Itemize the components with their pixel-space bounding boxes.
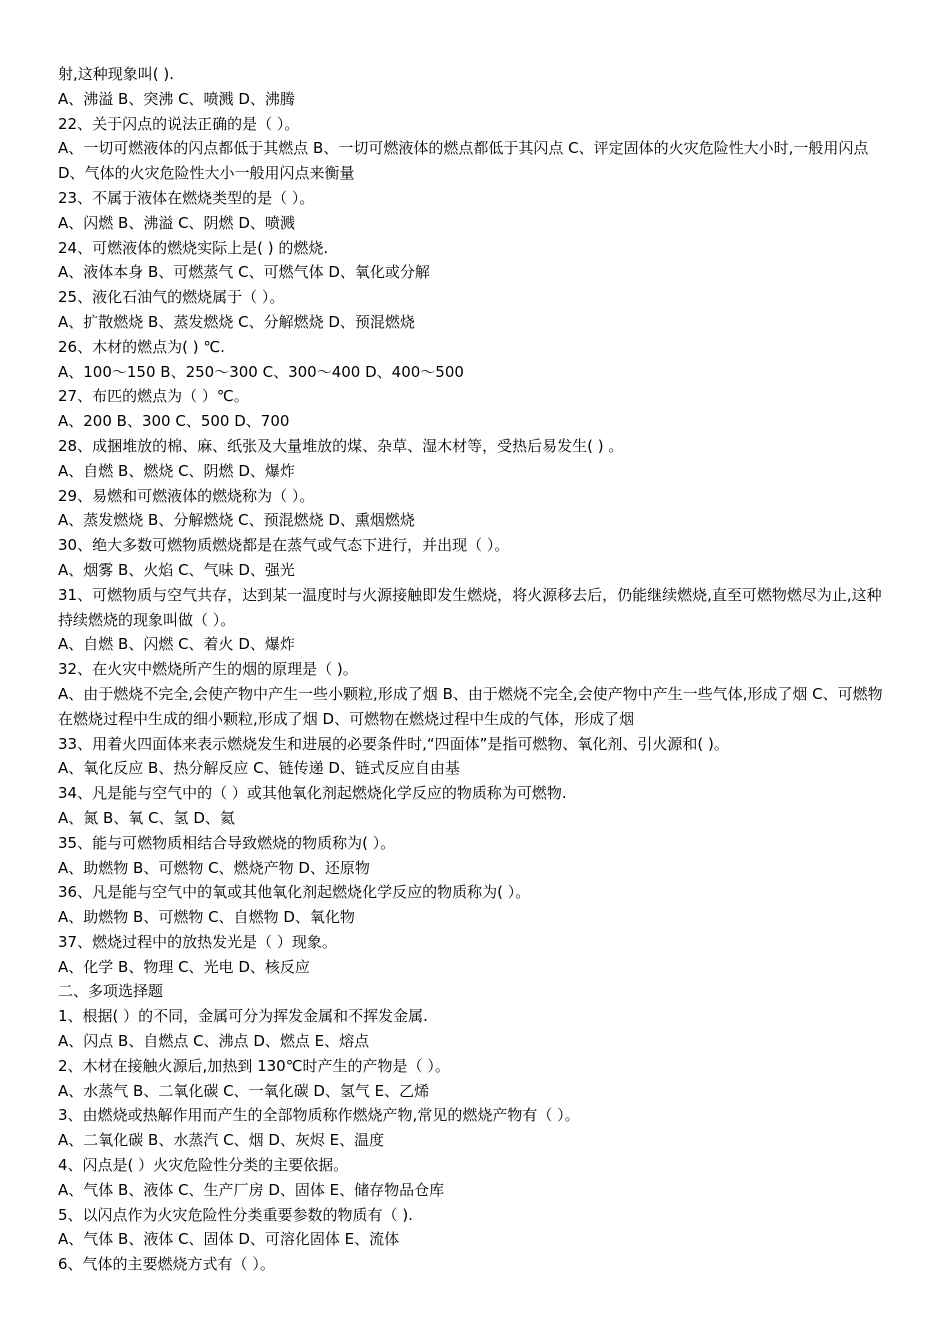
text-line: 26、木材的燃点为( ) ℃. [58, 337, 225, 356]
text-line: A、水蒸气 B、二氧化碳 C、一氧化碳 D、氢气 E、乙烯 [58, 1081, 430, 1100]
text-line: 37、燃烧过程中的放热发光是（ ）现象。 [58, 932, 337, 951]
text-line: 27、布匹的燃点为（ ）℃。 [58, 387, 249, 406]
text-line: 2、木材在接触火源后,加热到 130℃时产生的产物是（ ）。 [58, 1056, 450, 1075]
text-line: A、气体 B、液体 C、固体 D、可溶化固体 E、流体 [58, 1230, 400, 1249]
text-line: 29、易燃和可燃液体的燃烧称为（ ）。 [58, 486, 315, 505]
text-line: A、助燃物 B、可燃物 C、自燃物 D、氧化物 [58, 908, 355, 927]
text-line: 射,这种现象叫( ). [58, 65, 175, 83]
text-line: A、闪燃 B、沸溢 C、阴燃 D、喷溅 [58, 213, 295, 232]
text-line: A、液体本身 B、可燃蒸气 C、可燃气体 D、氧化或分解 [58, 263, 430, 282]
text-line: A、烟雾 B、火焰 C、气味 D、强光 [58, 560, 295, 579]
text-line: 5、以闪点作为火灾危险性分类重要参数的物质有（ ). [58, 1205, 413, 1224]
text-line: 22、关于闪点的说法正确的是（ ）。 [58, 114, 300, 133]
text-line: A、扩散燃烧 B、蒸发燃烧 C、分解燃烧 D、预混燃烧 [58, 312, 415, 331]
text-line: 36、凡是能与空气中的氧或其他氧化剂起燃烧化学反应的物质称为( ）。 [58, 883, 531, 902]
text-line: 23、不属于液体在燃烧类型的是（ ）。 [58, 188, 315, 207]
text-line: 30、绝大多数可燃物质燃烧都是在蒸气或气态下进行，并出现（ ）。 [58, 536, 510, 555]
text-line: A、自燃 B、闪燃 C、着火 D、爆炸 [58, 635, 295, 654]
text-line: A、蒸发燃烧 B、分解燃烧 C、预混燃烧 D、熏烟燃烧 [58, 511, 415, 530]
text-line: A、助燃物 B、可燃物 C、燃烧产物 D、还原物 [58, 858, 370, 877]
section-heading: 二、多项选择题 [58, 982, 164, 1001]
text-line: 28、成捆堆放的棉、麻、纸张及大量堆放的煤、杂草、湿木材等，受热后易发生( ) 。 [58, 436, 624, 455]
text-line: 32、在火灾中燃烧所产生的烟的原理是（ )。 [58, 660, 358, 679]
text-line: 4、闪点是( ）火灾危险性分类的主要依据。 [58, 1156, 349, 1175]
text-line: A、气体 B、液体 C、生产厂房 D、固体 E、储存物品仓库 [58, 1180, 445, 1199]
text-line: 25、液化石油气的燃烧属于（ ）。 [58, 288, 285, 307]
text-line: 1、根据( ）的不同，金属可分为挥发金属和不挥发金属. [58, 1007, 428, 1026]
text-line: 34、凡是能与空气中的（ ）或其他氧化剂起燃烧化学反应的物质称为可燃物. [58, 784, 567, 803]
text-line: 31、可燃物质与空气共存，达到某一温度时与火源接触即发生燃烧，将火源移去后，仍能继续燃烧,直至可燃物燃尽为止,这种持续燃烧的现象叫做（ ）。 [58, 585, 882, 629]
text-line: 6、气体的主要燃烧方式有（ ）。 [58, 1255, 275, 1274]
text-line: A、自燃 B、燃烧 C、阴燃 D、爆炸 [58, 461, 295, 480]
text-line: A、一切可燃液体的闪点都低于其燃点 B、一切可燃液体的燃点都低于其闪点 C、评定固体的火灾危险性大小时,一般用闪点 D、气体的火灾危险性大小一般用闪点来衡量 [58, 139, 869, 183]
text-line: A、氮 B、氧 C、氢 D、氦 [58, 808, 235, 827]
text-line: A、二氧化碳 B、水蒸汽 C、烟 D、灰烬 E、温度 [58, 1131, 385, 1150]
text-line: 33、用着火四面体来表示燃烧发生和进展的必要条件时,“四面体”是指可燃物、氧化剂、引火源和( )。 [58, 734, 729, 753]
text-line: 35、能与可燃物质相结合导致燃烧的物质称为( ）。 [58, 833, 396, 852]
text-line: A、化学 B、物理 C、光电 D、核反应 [58, 957, 310, 976]
text-line: A、100～150 B、250～300 C、300～400 D、400～500 [58, 362, 464, 381]
text-line: 3、由燃烧或热解作用而产生的全部物质称作燃烧产物,常见的燃烧产物有（ ）。 [58, 1106, 580, 1125]
text-line: A、氧化反应 B、热分解反应 C、链传递 D、链式反应自由基 [58, 759, 460, 778]
text-line: A、200 B、300 C、500 D、700 [58, 412, 290, 431]
text-line: A、由于燃烧不完全,会使产物中产生一些小颗粒,形成了烟 B、由于燃烧不完全,会使产物中产生一些气体,形成了烟 C、可燃物在燃烧过程中生成的细小颗粒,形成了烟 D、可燃物在燃烧过程中生成的气体，形成了烟 [58, 684, 883, 728]
text-line: 24、可燃液体的燃烧实际上是( ) 的燃烧. [58, 238, 329, 257]
text-line: A、沸溢 B、突沸 C、喷溅 D、沸腾 [58, 89, 295, 108]
text-line: A、闪点 B、自燃点 C、沸点 D、燃点 E、熔点 [58, 1032, 370, 1051]
